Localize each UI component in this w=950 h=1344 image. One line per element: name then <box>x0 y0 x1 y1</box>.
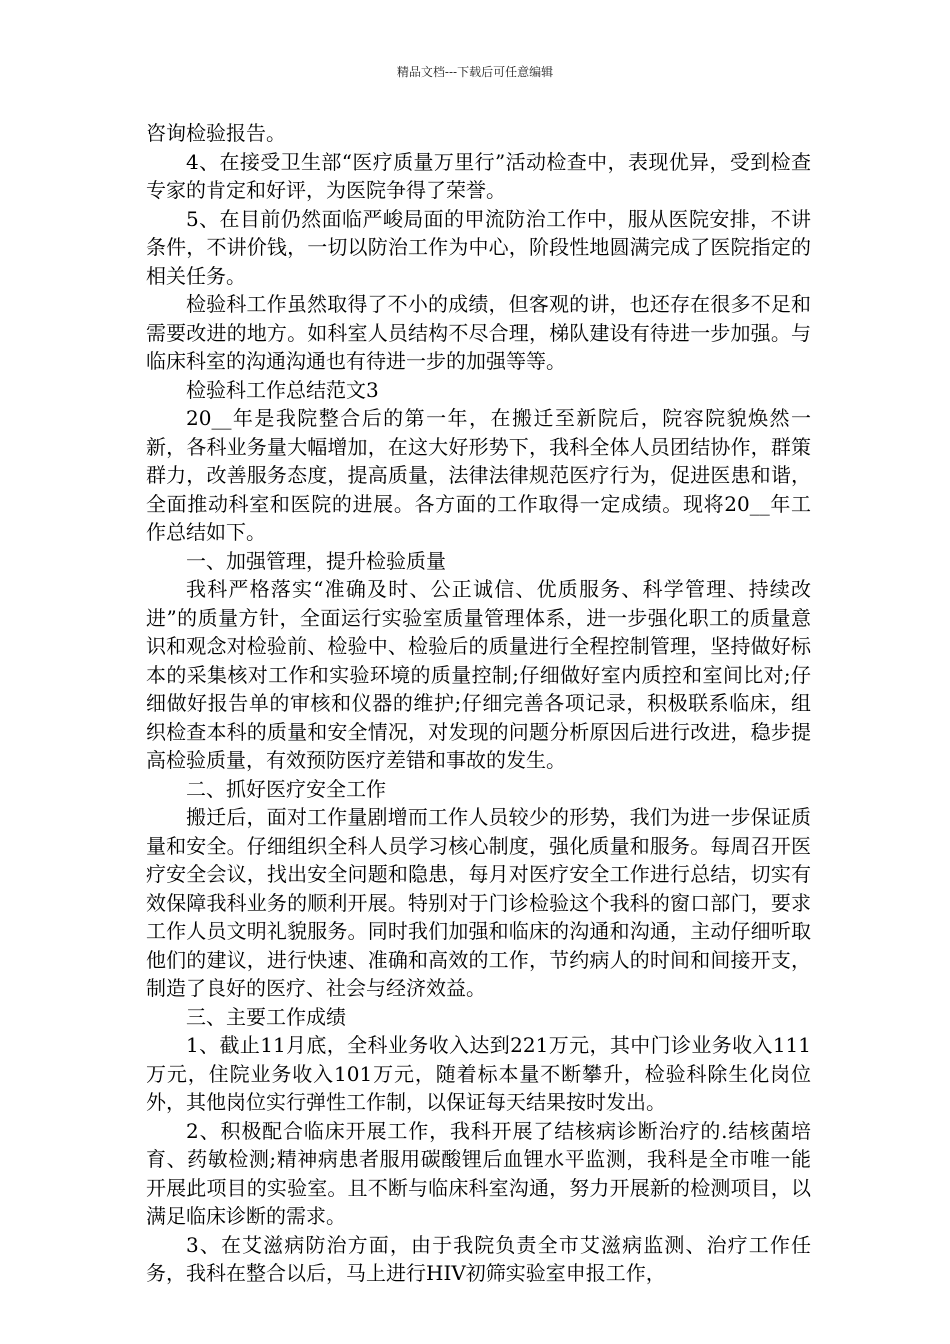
heading-safety: 二、抓好医疗安全工作 <box>186 776 386 801</box>
document-body <box>146 119 811 1288</box>
paragraph-achievement-2: 2、积极配合临床开展工作，我科开展了结核病诊断治疗的.结核菌培育、药敏检测;精神病患者服用碳酸锂后血锂水平监测，我科是全市唯一能开展此项目的实验室。且不断与临床科室沟通，努力开展新的检测项目，以满足临床诊断的需求。 <box>146 1118 811 1228</box>
page-header: 精品文档---下载后可任意编辑 <box>396 65 554 79</box>
paragraph-achievement-3: 3、在艾滋病防治方面，由于我院负责全市艾滋病监测、治疗工作任务，我科在整合以后，马上进行HIV初筛实验室申报工作， <box>146 1232 811 1285</box>
heading-management: 一、加强管理，提升检验质量 <box>186 548 446 573</box>
paragraph-summary: 检验科工作虽然取得了不小的成绩，但客观的讲，也还存在很多不足和需要改进的地方。如科室人员结构不尽合理，梯队建设有待进一步加强。与临床科室的沟通沟通也有待进一步的加强等等。 <box>146 292 811 373</box>
paragraph-continuation: 咨询检验报告。 <box>146 121 286 145</box>
heading-achievements: 三、主要工作成绩 <box>186 1004 346 1029</box>
paragraph-quality: 我科严格落实“准确及时、公正诚信、优质服务、科学管理、持续改进”的质量方针，全面运行实验室质量管理体系，进一步强化职工的质量意识和观念对检验前、检验中、检验后的质量进行全程控制管理，坚持做好标本的采集核对工作和实验环境的质量控制;仔细做好室内质控和室间比对;仔细做好报告单的审核和仪器的维护;仔细完善各项记录，积极联系临床，组织检查本科的质量和安全情况，对发现的问题分析原因后进行改进，稳步提高检验质量，有效预防医疗差错和事故的发生。 <box>146 577 811 772</box>
paragraph-achievement-1: 1、截止11月底，全科业务收入达到221万元，其中门诊业务收入111万元，住院业务收入101万元，随着标本量不断攀升，检验科除生化岗位外，其他岗位实行弹性工作制，以保证每天结果按时发出。 <box>146 1033 811 1114</box>
paragraph-safety: 搬迁后，面对工作量剧增而工作人员较少的形势，我们为进一步保证质量和安全。仔细组织全科人员学习核心制度，强化质量和服务。每周召开医疗安全会议，找出安全问题和隐患，每月对医疗安全工作进行总结，切实有效保障我科业务的顺利开展。特别对于门诊检验这个我科的窗口部门，要求工作人员文明礼貌服务。同时我们加强和临床的沟通和沟通，主动仔细听取他们的建议，进行快速、准确和高效的工作，节约病人的时间和间接开支，制造了良好的医疗、社会与经济效益。 <box>146 805 811 1000</box>
paragraph-item-5: 5、在目前仍然面临严峻局面的甲流防治工作中，服从医院安排，不讲条件，不讲价钱，一切以防治工作为中心，阶段性地圆满完成了医院指定的相关任务。 <box>146 206 811 288</box>
paragraph-item-4: 4、在接受卫生部“医疗质量万里行”活动检查中，表现优异，受到检查专家的肯定和好评，为医院争得了荣誉。 <box>146 149 811 202</box>
section-title-sample-3: 检验科工作总结范文3 <box>186 377 379 402</box>
paragraph-intro: 20__年是我院整合后的第一年，在搬迁至新院后，院容院貌焕然一新，各科业务量大幅增加，在这大好形势下，我科全体人员团结协作，群策群力，改善服务态度，提高质量，法律法律规范医疗行为，促进医患和谐，全面推动科室和医院的进展。各方面的工作取得一定成绩。现将20__年工作总结如下。 <box>146 406 811 544</box>
